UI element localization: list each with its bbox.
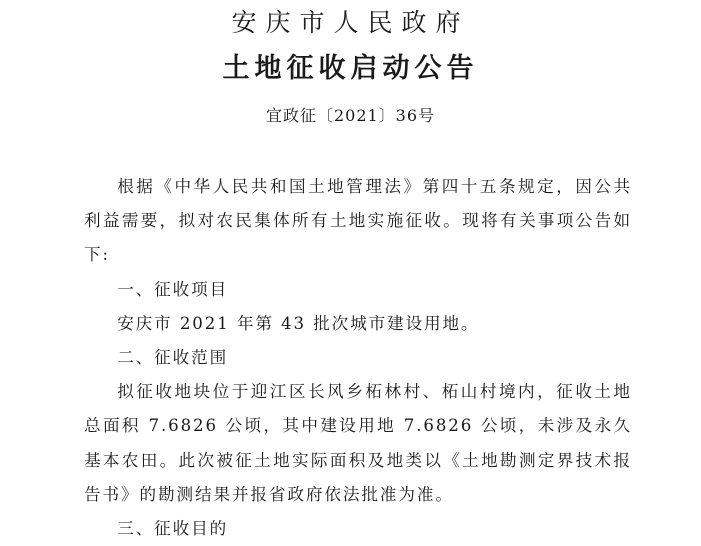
document-number: 宜政征〔2021〕36号 xyxy=(265,106,436,125)
announcement-body xyxy=(84,170,632,546)
scope-paragraph: 拟征收地块位于迎江区长风乡柘林村、柘山村境内，征收土地总面积 7.6826 公顷，其中建设用地 7.6826 公顷，未涉及永久基本农田。此次被征土地实际面积及地类以《土地勘测定界技术报告书》的勘测结果并报省政府依法批准为准。 xyxy=(84,382,632,504)
section-heading-scope: 二、征收范围 xyxy=(117,348,229,368)
issuing-organization: 安庆市人民政府 xyxy=(231,8,470,37)
intro-paragraph: 根据《中华人民共和国土地管理法》第四十五条规定，因公共利益需要，拟对农民集体所有土地实施征收。现将有关事项公告如下: xyxy=(84,177,632,265)
announcement-title: 土地征收启动公告 xyxy=(222,53,479,84)
project-paragraph: 安庆市 2021 年第 43 批次城市建设用地。 xyxy=(117,313,480,333)
section-heading-purpose: 三、征收目的 xyxy=(117,519,229,539)
section-heading-project: 一、征收项目 xyxy=(117,279,229,299)
